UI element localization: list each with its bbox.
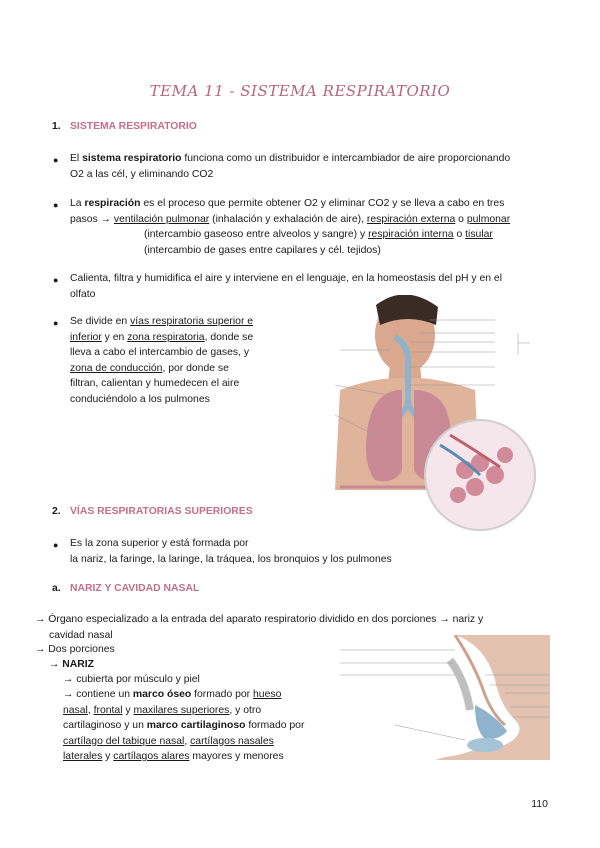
bullet-dot: ● <box>53 155 59 165</box>
paragraph-organ: → Órgano especializado a la entrada del aparato respiratorio dividido en dos porciones → nariz y cavidad nasal <box>35 614 484 641</box>
paragraph-portions: → Dos porciones <box>35 644 115 655</box>
section-1-title: SISTEMA RESPIRATORIO <box>70 121 197 132</box>
paragraph-cubierta: → cubierta por músculo y piel <box>63 674 200 685</box>
bullet-dot: ● <box>53 200 59 210</box>
section-a-heading <box>52 583 199 594</box>
nose-illustration <box>335 635 550 760</box>
page-title: TEMA 11 - SISTEMA RESPIRATORIO <box>149 82 451 100</box>
paragraph-marco: → contiene un marco óseo formado por hueso nasal, frontal y maxilares superiores, y otro cartilaginoso y un marco cartilaginoso formado por cartílago del tabique nasal, cartílagos nasales laterales y cartílagos alares mayores y menores <box>63 689 305 762</box>
section-2-title: VÍAS RESPIRATORIAS SUPERIORES <box>70 506 253 517</box>
section-2-heading <box>52 506 253 517</box>
bullet-4: Se divide en vías respiratoria superior e inferior y en zona respiratoria, donde se lleva a cabo el intercambio de gases, y zona de conducción, por donde se filtran, calientan y humedecen el aire conduciéndolo a los pulmones <box>70 316 254 405</box>
bullet-1: El sistema respiratorio funciona como un distribuidor e intercambiador de aire proporcionando O2 a las cél, y eliminando CO2 <box>70 153 511 180</box>
section-1-number: 1. <box>52 121 61 132</box>
bullet-dot: ● <box>53 275 59 285</box>
respiratory-system-illustration <box>280 295 555 535</box>
section-1-heading <box>52 121 197 132</box>
bullet-dot: ● <box>53 540 59 550</box>
section-2-number: 2. <box>52 506 61 517</box>
bullet-dot: ● <box>53 318 59 328</box>
bullet-2: La respiración es el proceso que permite obtener O2 y eliminar CO2 y se lleva a cabo en tres pasos → ventilación pulmonar (inhalación y exhalación de aire), respiración externa o pulmonar (intercambio gaseoso entre alveolos y sangre) y respiración interna o tisular (intercambio de gases entre capilares y cél. tejidos) <box>70 198 511 256</box>
bullet-3: Calienta, filtra y humidifica el aire y interviene en el lenguaje, en la homeostasis del pH y en el olfato <box>70 273 503 300</box>
page-number: 110 <box>531 798 548 810</box>
paragraph-nariz: → NARIZ <box>49 659 95 670</box>
bullet-5: Es la zona superior y está formada por la nariz, la faringe, la laringe, la tráquea, los bronquios y los pulmones <box>70 538 392 565</box>
section-a-title: NARIZ Y CAVIDAD NASAL <box>70 583 200 594</box>
section-a-number: a. <box>52 583 61 594</box>
